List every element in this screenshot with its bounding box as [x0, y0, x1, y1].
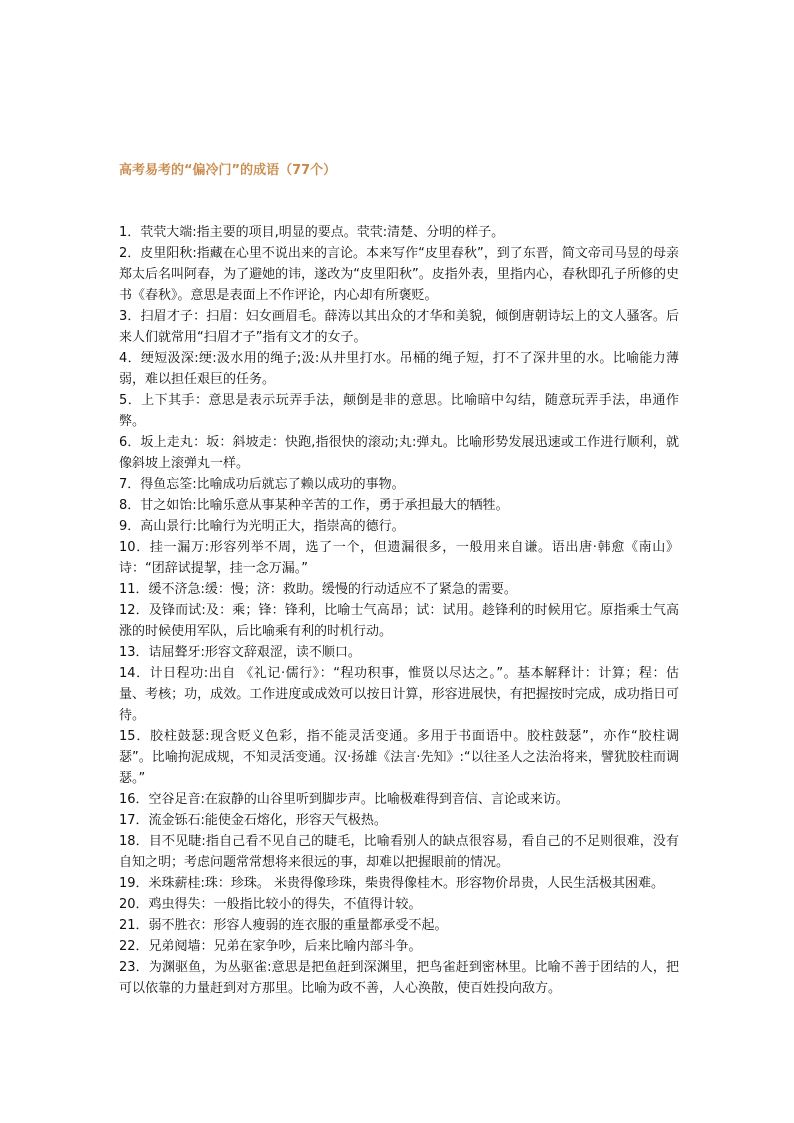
list-item: 10．挂一漏万:形容列举不周，选了一个，但遗漏很多，一般用来自谦。语出唐·韩愈《南山》诗：“团辞试提挈，挂一念万漏。” [119, 540, 679, 576]
list-item: 13．诘屈聱牙:形容文辞艰涩，读不顺口。 [119, 645, 361, 660]
list-item: 17．流金铄石:能使金石熔化，形容天气极热。 [119, 813, 387, 828]
list-item: 14．计日程功:出自 《礼记·儒行》：“程功积事，惟贤以尽达之。”。基本解释计：计算；程：估量、考核；功，成效。工作进度或成效可以按日计算，形容进展快，有把握按时完成，成功指日可待。 [119, 666, 679, 723]
list-item: 3．扫眉才子：扫眉：妇女画眉毛。薛涛以其出众的才华和美貌，倾倒唐朝诗坛上的文人骚客。后来人们就常用“扫眉才子”指有文才的女子。 [119, 309, 679, 345]
list-item: 18．目不见睫:指自己看不见自己的睫毛，比喻看别人的缺点很容易，看自己的不足则很难，没有自知之明；考虑问题常常想将来很远的事，却难以把握眼前的情况。 [119, 834, 679, 870]
list-item: 15．胶柱鼓瑟:现含贬义色彩，指不能灵活变通。多用于书面语中。胶柱鼓瑟”，亦作“胶柱调瑟”。比喻拘泥成规，不知灵活变通。汉·扬雄《法言·先知》:“以往圣人之法治将来，譬犹胶柱而调瑟。” [119, 729, 679, 786]
list-item: 7．得鱼忘筌:比喻成功后就忘了赖以成功的事物。 [119, 477, 405, 492]
list-item: 22．兄弟阋墙：兄弟在家争吵，后来比喻内部斗争。 [119, 939, 422, 954]
list-item: 5．上下其手：意思是表示玩弄手法，颠倒是非的意思。比喻暗中勾结，随意玩弄手法，串通作弊。 [119, 393, 679, 429]
list-item: 20．鸡虫得失：一般指比较小的得失，不值得计较。 [119, 897, 422, 912]
document-title: 高考易考的“偏冷门”的成语（77个） [119, 163, 337, 178]
list-item: 6．坂上走丸：坂：斜坡走：快跑,指很快的滚动;丸:弹丸。比喻形势发展迅速或工作进行顺利，就像斜坡上滚弹丸一样。 [119, 435, 679, 471]
list-item: 11．缓不济急:缓：慢；济：救助。缓慢的行动适应不了紧急的需要。 [119, 582, 517, 597]
list-item: 21．弱不胜衣：形容人瘦弱的连衣服的重量都承受不起。 [119, 918, 448, 933]
list-item: 4．绠短汲深:绠:汲水用的绳子;汲:从井里打水。吊桶的绳子短，打不了深井里的水。比喻能力薄弱，难以担任艰巨的任务。 [119, 351, 679, 387]
list-item: 8．甘之如饴:比喻乐意从事某种辛苦的工作，勇于承担最大的牺牲。 [119, 498, 509, 513]
list-item: 1．茕茕大端:指主要的项目,明显的要点。茕茕:清楚、分明的样子。 [119, 225, 505, 240]
list-item: 16．空谷足音:在寂静的山谷里听到脚步声。比喻极难得到音信、言论或来访。 [119, 792, 569, 807]
list-item: 9．高山景行:比喻行为光明正大，指崇高的德行。 [119, 519, 405, 534]
list-item: 23．为渊驱鱼，为丛驱雀:意思是把鱼赶到深渊里，把鸟雀赶到密林里。比喻不善于团结的人，把可以依靠的力量赶到对方那里。比喻为政不善，人心涣散，使百姓投向敌方。 [119, 960, 679, 996]
list-item: 12．及锋而试:及：乘；锋：锋利，比喻士气高昂；试：试用。趁锋利的时候用它。原指乘士气高涨的时候使用军队，后比喻乘有利的时机行动。 [119, 603, 679, 639]
list-item: 2．皮里阳秋:指藏在心里不说出来的言论。本来写作“皮里春秋”，到了东晋，简文帝司马昱的母亲郑太后名叫阿春，为了避她的讳，遂改为“皮里阳秋”。皮指外表，里指内心，春秋即孔子所修的史书《春秋》。意思是表面上不作评论，内心却有所褒贬。 [119, 246, 679, 303]
list-item: 19．米珠薪桂:珠：珍珠。 米贵得像珍珠，柴贵得像桂木。形容物价昂贵，人民生活极其困难。 [119, 876, 665, 891]
idiom-list [119, 222, 679, 999]
